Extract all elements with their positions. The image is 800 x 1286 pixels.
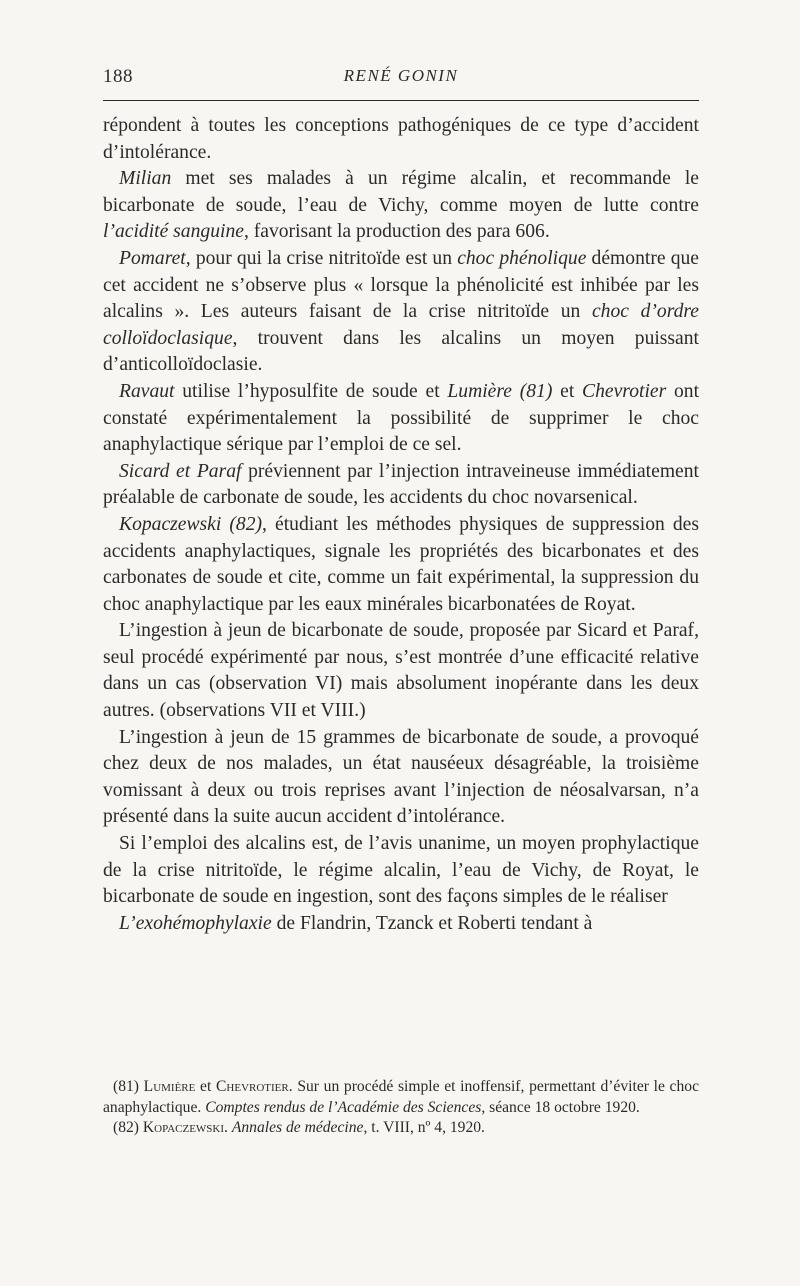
author-milian: Milian [119, 168, 172, 190]
page-header [103, 66, 699, 94]
footnote-ref-81: (81) [511, 380, 553, 402]
paragraph-7: L’ingestion à jeun de bicarbonate de soude, proposée par Sicard et Paraf, seul procédé expérimenté par nous, s’est montrée d’une efficacité relative dans un cas (observation VI) mais absolument inopérante dans les deux autres. (observations VII et VIII.) [103, 620, 699, 722]
paragraph-8: L’ingestion à jeun de 15 grammes de bicarbonate de soude, a provoqué chez deux de nos malades, un état nauséeux désagréable, la troisième vomissant à deux ou trois reprises avant l’injection de néosalvarsan, n’a présenté dans la suite aucun accident d’intolérance. [103, 726, 699, 828]
paragraph-6: Kopaczewski (82), étudiant les méthodes physiques de suppression des accidents anaphylactiques, signale les propriétés des bicarbonates et des carbonates de soude et cite, comme un fait expérimental, la suppression du choc anaphylactique par les eaux minérales bicarbonatées de Royat. [103, 513, 699, 615]
paragraph-9: Si l’emploi des alcalins est, de l’avis unanime, un moyen prophylactique de la crise nitritoïde, le régime alcalin, l’eau de Vichy, de Royat, le bicarbonate de soude en ingestion, sont des façons simples de le réaliser [103, 833, 699, 908]
body-text [103, 113, 699, 937]
author-sicard-paraf: Sicard et Paraf [119, 460, 242, 482]
emphasis-choc-phenolique: choc phénolique [457, 247, 587, 269]
emphasis-choc-colloidoclasique: choc d’ordre colloïdoclasique [103, 301, 699, 349]
header-rule [103, 100, 699, 101]
footnote-81: (81) Lumière et Chevrotier. Sur un procédé simple et inoffensif, permettant d’éviter le choc anaphylactique. Comptes rendus de l’Académie des Sciences, séance 18 octobre 1920. [103, 1078, 699, 1116]
author-lumiere: Lumière [447, 380, 512, 402]
paragraph-3: Pomaret, pour qui la crise nitritoïde est un choc phénolique démontre que cet accident ne s’observe plus « lorsque la phénolicité est inhibée par les alcalins ». Les auteurs faisant de la crise nitritoïde un choc d’ordre colloïdoclasique, trouvent dans les alcalins un moyen puissant d’anticolloïdoclasie. [103, 247, 700, 376]
running-title: RENÉ GONIN [343, 66, 459, 85]
author-ravaut: Ravaut [119, 380, 175, 402]
footnotes [103, 1077, 699, 1139]
author-chevrotier: Chevrotier [582, 380, 667, 402]
paragraph-4: Ravaut utilise l’hyposulfite de soude et Lumière (81) et Chevrotier ont constaté expérimentalement la possibilité de supprimer le choc anaphylactique sérique par l’emploi de ce sel. [103, 380, 700, 456]
paragraph-5: Sicard et Paraf préviennent par l’injection intraveineuse immédiatement préalable de carbonate de soude, les accidents du choc novarsenical. [103, 460, 699, 509]
page-number: 188 [103, 66, 133, 87]
emphasis-exohemophylaxie: L’exohémophylaxie [119, 912, 272, 934]
author-kopaczewski: Kopaczewski (82) [119, 513, 263, 535]
author-pomaret: Pomaret [119, 247, 186, 269]
paragraph-2: Milian met ses malades à un régime alcalin, et recommande le bicarbonate de soude, l’eau de Vichy, comme moyen de lutte contre l’acidité sanguine, favorisant la production des para 606. [103, 168, 699, 243]
paragraph-10: L’exohémophylaxie de Flandrin, Tzanck et Roberti tendant à [119, 912, 593, 934]
footnote-82: (82) Kopaczewski. Annales de médecine, t. VIII, nº 4, 1920. [113, 1119, 485, 1136]
emphasis-acidite: l’acidité sanguine [103, 221, 244, 243]
paragraph-1: répondent à toutes les conceptions pathogéniques de ce type d’accident d’intolérance. [103, 115, 699, 163]
